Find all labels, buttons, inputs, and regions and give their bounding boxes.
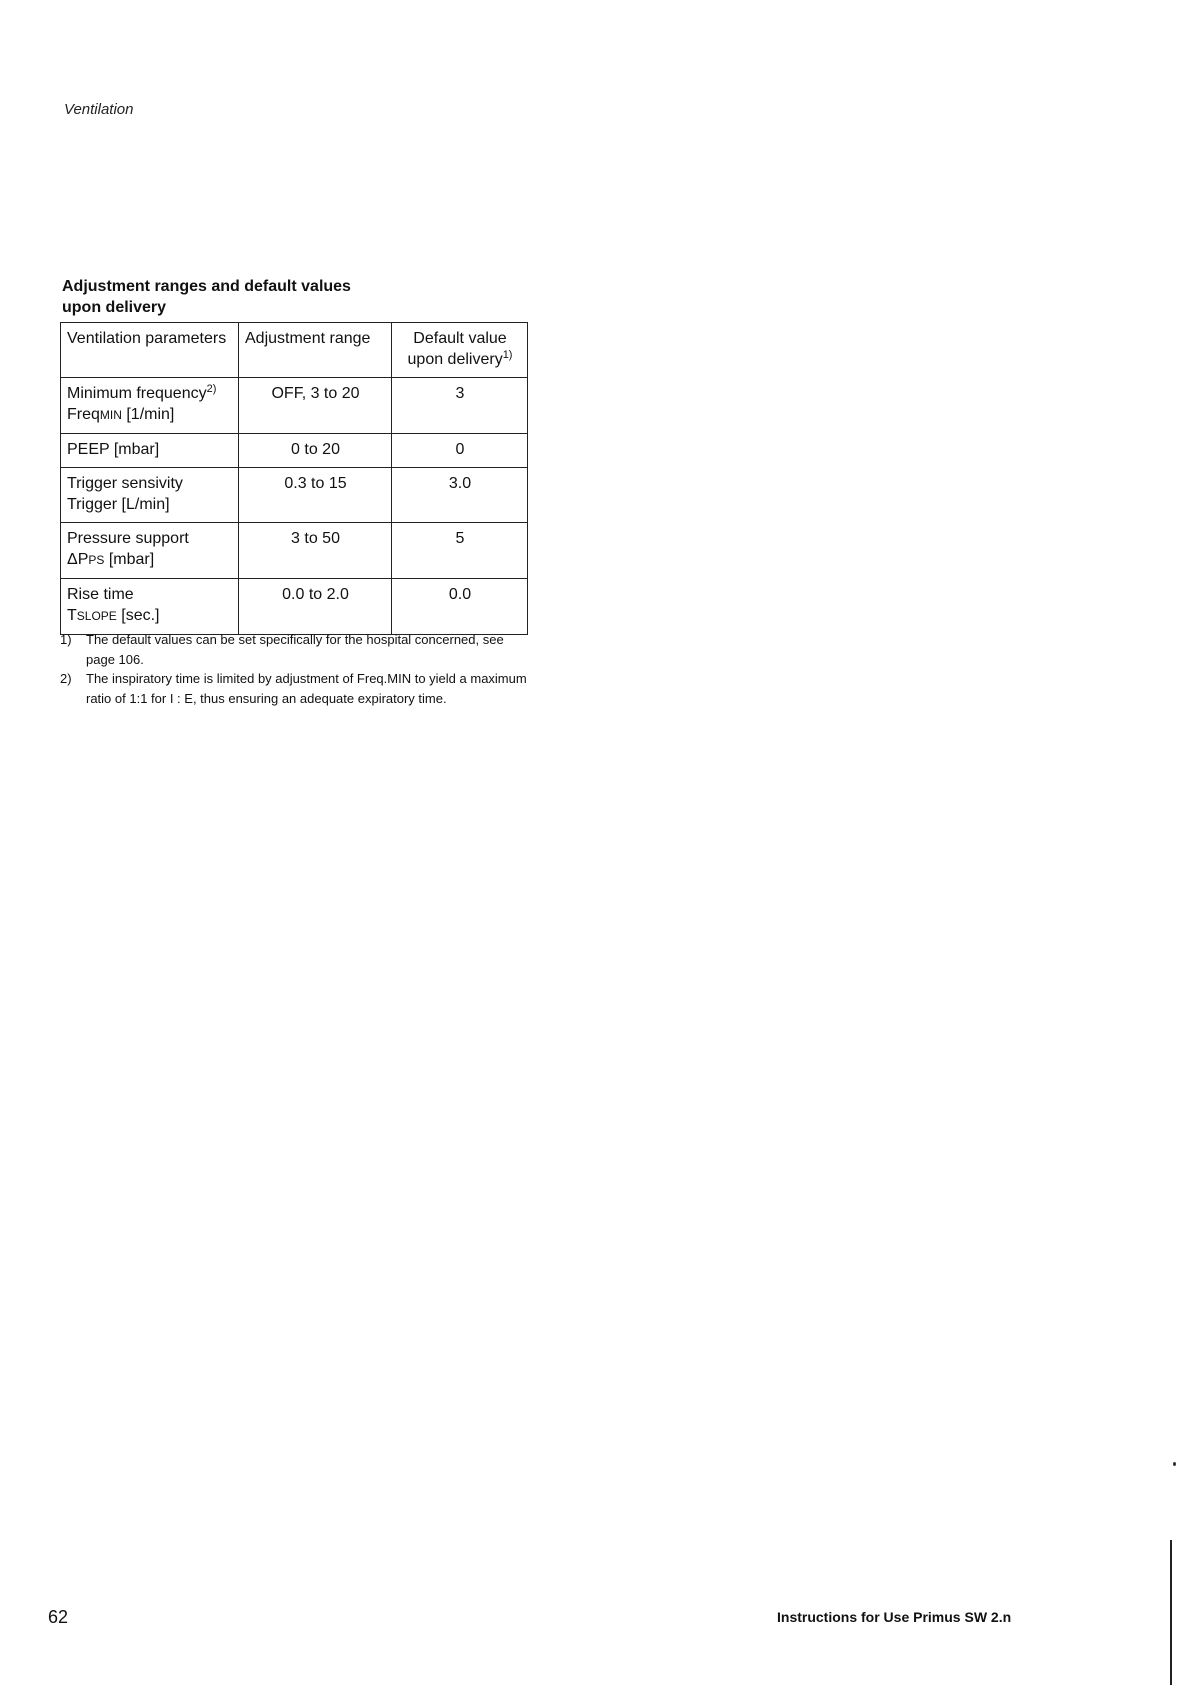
table-row	[61, 434, 528, 468]
table-title-line2: upon delivery	[62, 299, 167, 316]
col-header-default-line1: Default value	[413, 330, 507, 347]
param-symbol: ΔP	[67, 551, 89, 568]
range-cell: 0.3 to 15	[239, 468, 392, 523]
scan-edge-line	[1170, 1540, 1172, 1685]
footnote-number: 1)	[60, 632, 72, 647]
default-cell: 0.0	[392, 579, 528, 635]
default-cell: 0	[392, 434, 528, 468]
col-header-default-text: upon delivery	[407, 351, 503, 368]
default-cell: 5	[392, 523, 528, 579]
param-unit: [sec.]	[116, 607, 160, 624]
param-name-cell	[61, 523, 239, 579]
param-name-line1: Trigger sensivity	[67, 475, 183, 492]
default-cell: 3	[392, 378, 528, 434]
col-header-parameters: Ventilation parameters	[61, 323, 239, 378]
param-name-line1	[67, 383, 233, 404]
param-unit: [1/min]	[121, 406, 175, 423]
param-name-cell	[61, 579, 239, 635]
footnote-ref-1: 1)	[502, 349, 513, 361]
param-name-cell	[61, 378, 239, 434]
ventilation-parameters-table	[60, 322, 528, 635]
table-header-row	[61, 323, 528, 378]
table-row	[61, 523, 528, 579]
document-title-footer: Instructions for Use Primus SW 2.n	[777, 1609, 1012, 1625]
default-cell: 3.0	[392, 468, 528, 523]
footnote	[60, 669, 530, 708]
param-name: Minimum frequency	[67, 385, 207, 402]
footnote-text: The inspiratory time is limited by adjustment of Freq.MIN to yield a maximum ratio of 1:1 for I : E, thus ensuring an adequate expiratory time.	[86, 671, 527, 706]
param-name-line2	[67, 404, 233, 426]
param-subscript: MIN	[99, 408, 122, 422]
param-name-cell	[61, 468, 239, 523]
param-name-line1: Pressure support	[67, 530, 189, 547]
param-name-line1: Rise time	[67, 586, 134, 603]
range-cell: 0 to 20	[239, 434, 392, 468]
footnote-ref-2: 2)	[206, 383, 217, 395]
footnotes	[60, 630, 530, 708]
table-title	[62, 276, 402, 318]
footnote-number: 2)	[60, 671, 72, 686]
footnote	[60, 630, 530, 669]
range-cell: 0.0 to 2.0	[239, 579, 392, 635]
footnote-text: The default values can be set specifically for the hospital concerned, see page 106.	[86, 632, 504, 667]
param-symbol: Freq	[67, 406, 100, 423]
page-number: 62	[48, 1607, 69, 1627]
section-header: Ventilation	[64, 101, 134, 118]
scan-artifact-dot	[1173, 1462, 1176, 1466]
param-unit: [mbar]	[104, 551, 155, 568]
table-title-line1: Adjustment ranges and default values	[62, 278, 351, 295]
range-cell: OFF, 3 to 20	[239, 378, 392, 434]
param-name-cell: PEEP [mbar]	[61, 434, 239, 468]
col-header-default	[392, 323, 528, 378]
col-header-default-line2	[398, 349, 522, 370]
table-row	[61, 468, 528, 523]
param-name-line2	[67, 549, 233, 571]
param-name-line2: Trigger [L/min]	[67, 496, 170, 513]
param-subscript: SLOPE	[76, 609, 117, 623]
param-name-line2	[67, 605, 233, 627]
col-header-range: Adjustment range	[239, 323, 392, 378]
range-cell: 3 to 50	[239, 523, 392, 579]
table-row	[61, 579, 528, 635]
param-symbol: T	[67, 607, 77, 624]
param-subscript: PS	[88, 553, 105, 567]
table-row	[61, 378, 528, 434]
